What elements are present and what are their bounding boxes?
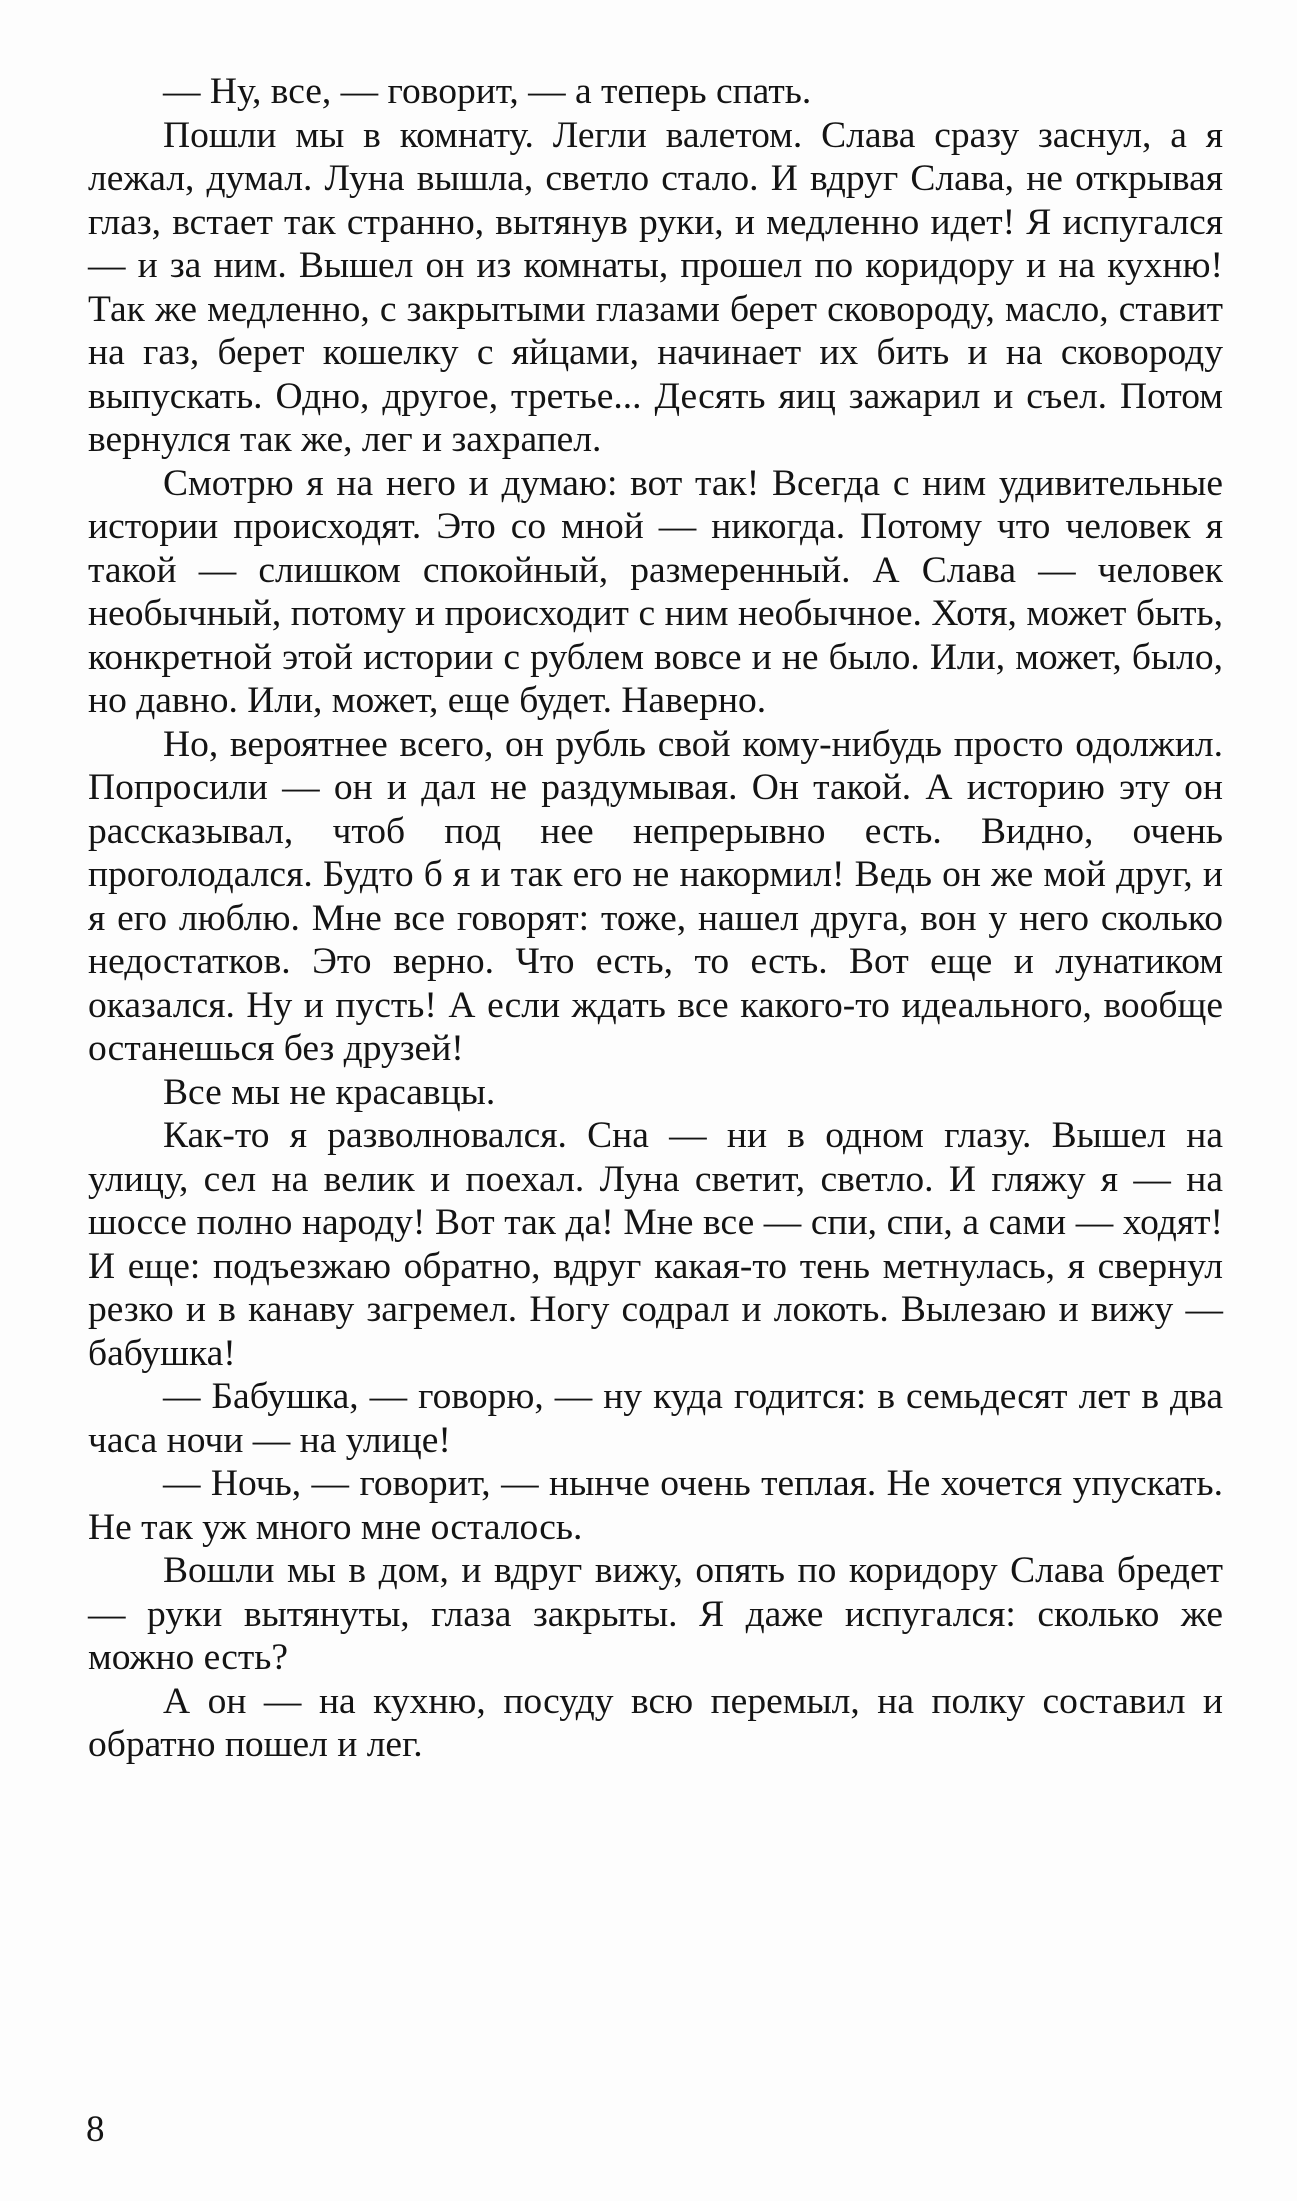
paragraph-6: Как-то я разволновался. Сна — ни в одном глазу. Вышел на улицу, сел на велик и поехал. Луна светит, светло. И гляжу я — на шоссе полно народу! Вот так да! Мне все — спи, спи, а сами — ходят! И еще: подъезжаю обратно, вдруг какая-то тень метнулась, я свернул резко и в канаву загремел. Ногу содрал и локоть. Вылезаю и вижу — бабушка!: [88, 1115, 1223, 1374]
paragraph-4: Но, вероятнее всего, он рубль свой кому-нибудь просто одолжил. Попросили — он и дал не раздумывая. Он такой. А историю эту он рассказывал, чтоб под нее непрерывно есть. Видно, очень проголодался. Будто б я и так его не накормил! Ведь он же мой друг, и я его люблю. Мне все говорят: тоже, нашел друга, вон у него сколько недостатков. Это верно. Что есть, то есть. Вот еще и лунатиком оказался. Ну и пусть! А если ждать все какого-то идеального, вообще останешься без друзей!: [88, 723, 1223, 1069]
paragraph-8: — Ночь, — говорит, — нынче очень теплая. Не хочется упускать. Не так уж много мне осталось.: [88, 1463, 1223, 1548]
paragraph-5: Все мы не красавцы.: [163, 1071, 496, 1113]
paragraph-3: Смотрю я на него и думаю: вот так! Всегда с ним удивительные истории происходят. Это со мной — никогда. Потому что человек я такой — слишком спокойный, размеренный. А Слава — человек необычный, потому и происходит с ним необычное. Хотя, может быть, конкретной этой истории с рублем вовсе и не было. Или, может, было, но давно. Или, может, еще будет. Наверно.: [88, 462, 1223, 721]
paragraph-2: Пошли мы в комнату. Легли валетом. Слава сразу заснул, а я лежал, думал. Луна вышла, светло стало. И вдруг Слава, не открывая глаз, встает так странно, вытянув руки, и медленно идет! Я испугался — и за ним. Вышел он из комнаты, прошел по коридору и на кухню! Так же медленно, с закрытыми глазами берет сковороду, масло, ставит на газ, берет кошелку с яйцами, начинает их бить и на сковороду выпускать. Одно, другое, третье... Десять яиц зажарил и съел. Потом вернулся так же, лег и захрапел.: [88, 114, 1223, 460]
paragraph-1: — Ну, все, — говорит, — а теперь спать.: [163, 71, 812, 112]
body-text: [88, 70, 1223, 1767]
paragraph-9: Вошли мы в дом, и вдруг вижу, опять по коридору Слава бредет — руки вытянуты, глаза закрыты. Я даже испугался: сколько же можно есть?: [88, 1550, 1223, 1678]
paragraph-10: А он — на кухню, посуду всю перемыл, на полку составил и обратно пошел и лег.: [88, 1680, 1223, 1765]
page-number: 8: [86, 2109, 105, 2150]
paragraph-7: — Бабушка, — говорю, — ну куда годится: в семьдесят лет в два часа ночи — на улице!: [88, 1376, 1223, 1461]
